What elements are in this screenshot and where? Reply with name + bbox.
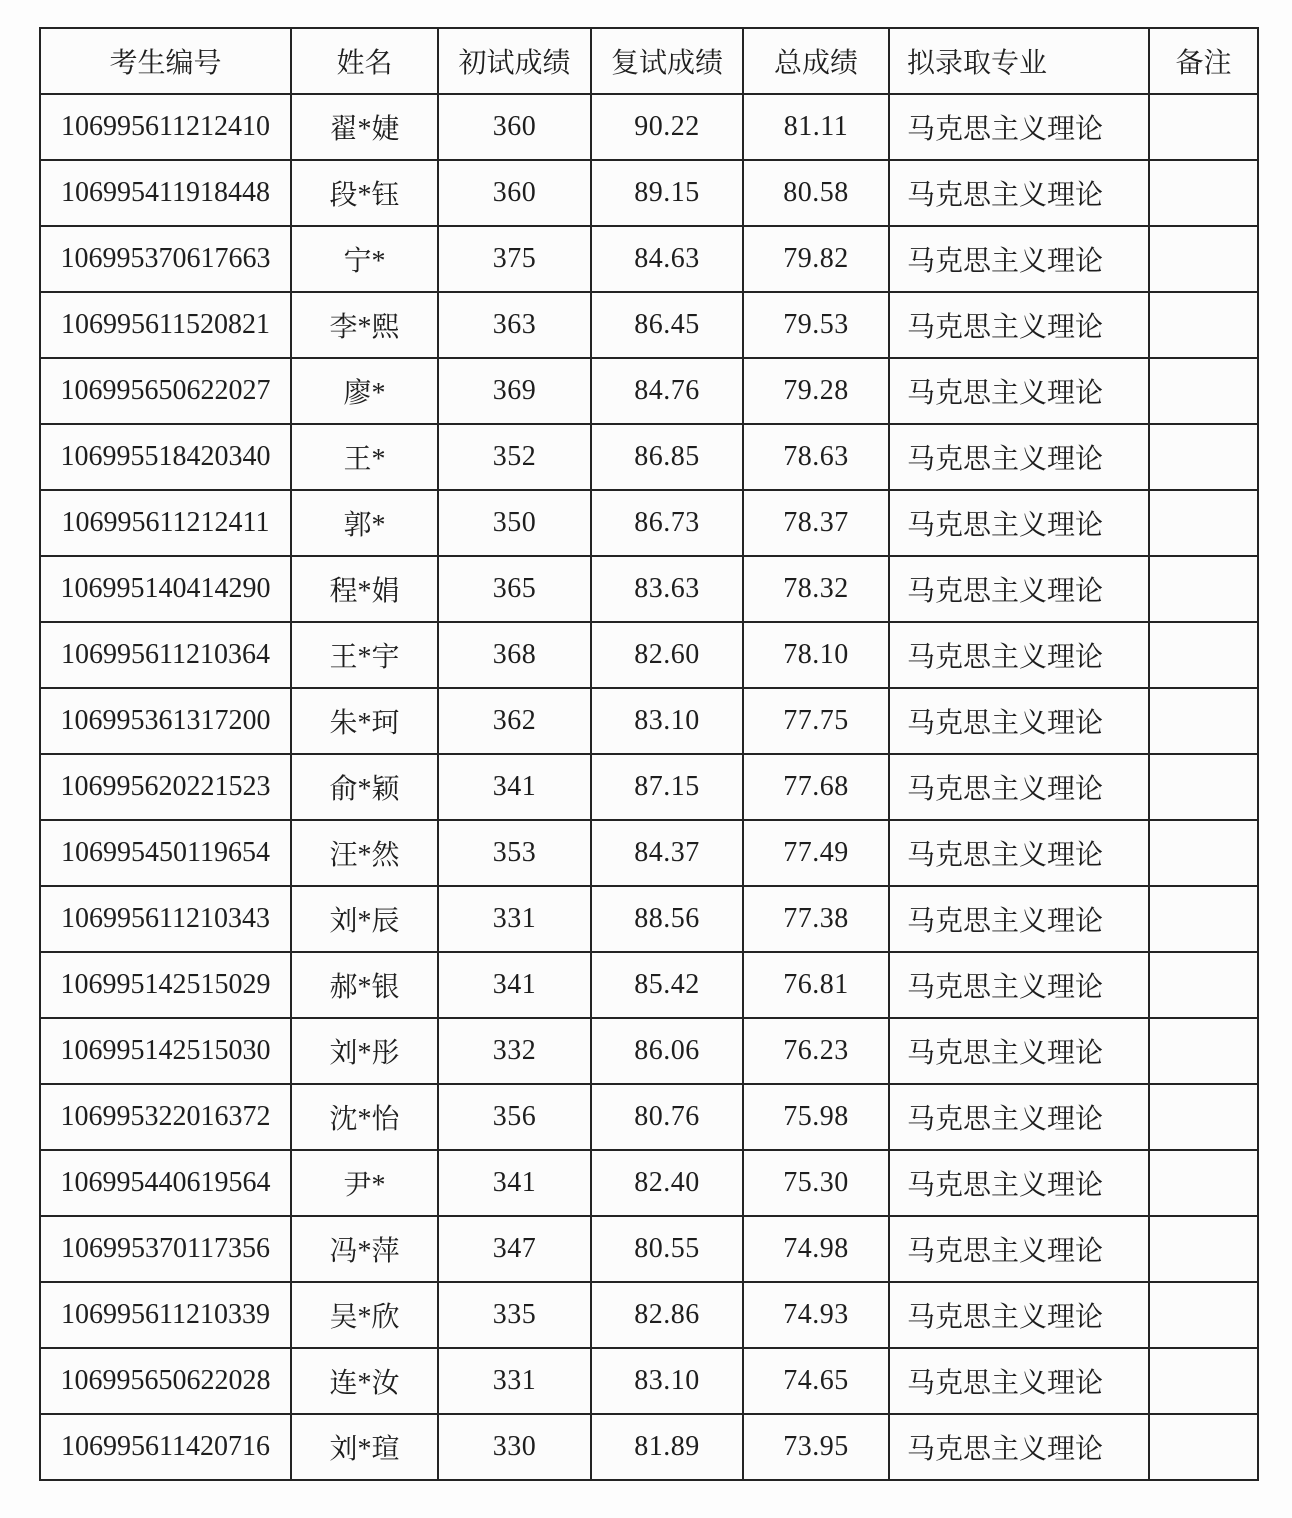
cell-retest_score: 86.06 <box>591 1018 743 1084</box>
column-header-candidate_id: 考生编号 <box>40 28 291 94</box>
table-row <box>40 688 1258 754</box>
cell-candidate_id: 106995450119654 <box>40 820 291 886</box>
cell-major: 马克思主义理论 <box>889 1018 1149 1084</box>
cell-initial_score: 356 <box>438 1084 591 1150</box>
cell-name: 刘*瑄 <box>291 1414 438 1480</box>
cell-major: 马克思主义理论 <box>889 1414 1149 1480</box>
cell-remark <box>1149 622 1258 688</box>
cell-remark <box>1149 292 1258 358</box>
cell-total_score: 81.11 <box>743 94 889 160</box>
cell-candidate_id: 106995411918448 <box>40 160 291 226</box>
cell-major: 马克思主义理论 <box>889 226 1149 292</box>
cell-name: 刘*辰 <box>291 886 438 952</box>
table-row <box>40 358 1258 424</box>
cell-total_score: 79.53 <box>743 292 889 358</box>
cell-name: 连*汝 <box>291 1348 438 1414</box>
cell-initial_score: 331 <box>438 1348 591 1414</box>
cell-name: 段*钰 <box>291 160 438 226</box>
cell-major: 马克思主义理论 <box>889 1216 1149 1282</box>
table-row <box>40 94 1258 160</box>
cell-remark <box>1149 490 1258 556</box>
cell-retest_score: 83.10 <box>591 1348 743 1414</box>
cell-remark <box>1149 886 1258 952</box>
cell-candidate_id: 106995620221523 <box>40 754 291 820</box>
table-row <box>40 1414 1258 1480</box>
cell-major: 马克思主义理论 <box>889 1150 1149 1216</box>
cell-name: 朱*珂 <box>291 688 438 754</box>
cell-initial_score: 352 <box>438 424 591 490</box>
column-header-initial_score: 初试成绩 <box>438 28 591 94</box>
cell-total_score: 73.95 <box>743 1414 889 1480</box>
cell-candidate_id: 106995650622027 <box>40 358 291 424</box>
cell-name: 吴*欣 <box>291 1282 438 1348</box>
table-row <box>40 1216 1258 1282</box>
table-body <box>40 94 1258 1480</box>
cell-major: 马克思主义理论 <box>889 952 1149 1018</box>
table-row <box>40 886 1258 952</box>
cell-initial_score: 360 <box>438 94 591 160</box>
cell-remark <box>1149 1414 1258 1480</box>
cell-retest_score: 82.40 <box>591 1150 743 1216</box>
cell-initial_score: 341 <box>438 952 591 1018</box>
cell-initial_score: 360 <box>438 160 591 226</box>
table-row <box>40 820 1258 886</box>
table-row <box>40 1348 1258 1414</box>
cell-retest_score: 89.15 <box>591 160 743 226</box>
cell-total_score: 77.49 <box>743 820 889 886</box>
cell-remark <box>1149 688 1258 754</box>
cell-total_score: 74.93 <box>743 1282 889 1348</box>
cell-remark <box>1149 556 1258 622</box>
cell-total_score: 76.23 <box>743 1018 889 1084</box>
cell-remark <box>1149 424 1258 490</box>
cell-total_score: 78.63 <box>743 424 889 490</box>
cell-candidate_id: 106995370617663 <box>40 226 291 292</box>
cell-total_score: 78.32 <box>743 556 889 622</box>
cell-initial_score: 362 <box>438 688 591 754</box>
cell-major: 马克思主义理论 <box>889 820 1149 886</box>
column-header-remark: 备注 <box>1149 28 1258 94</box>
cell-candidate_id: 106995611420716 <box>40 1414 291 1480</box>
cell-candidate_id: 106995611210339 <box>40 1282 291 1348</box>
cell-candidate_id: 106995140414290 <box>40 556 291 622</box>
cell-total_score: 74.65 <box>743 1348 889 1414</box>
cell-name: 李*熙 <box>291 292 438 358</box>
cell-retest_score: 85.42 <box>591 952 743 1018</box>
cell-candidate_id: 106995370117356 <box>40 1216 291 1282</box>
cell-major: 马克思主义理论 <box>889 358 1149 424</box>
cell-initial_score: 330 <box>438 1414 591 1480</box>
column-header-major: 拟录取专业 <box>889 28 1149 94</box>
cell-candidate_id: 106995142515030 <box>40 1018 291 1084</box>
cell-retest_score: 84.37 <box>591 820 743 886</box>
table-row <box>40 622 1258 688</box>
cell-remark <box>1149 1216 1258 1282</box>
cell-retest_score: 86.45 <box>591 292 743 358</box>
cell-remark <box>1149 754 1258 820</box>
table-row <box>40 424 1258 490</box>
cell-initial_score: 365 <box>438 556 591 622</box>
cell-remark <box>1149 1282 1258 1348</box>
cell-major: 马克思主义理论 <box>889 1348 1149 1414</box>
column-header-name: 姓名 <box>291 28 438 94</box>
cell-initial_score: 375 <box>438 226 591 292</box>
cell-initial_score: 363 <box>438 292 591 358</box>
cell-name: 王*宇 <box>291 622 438 688</box>
cell-name: 程*娟 <box>291 556 438 622</box>
cell-initial_score: 369 <box>438 358 591 424</box>
cell-initial_score: 353 <box>438 820 591 886</box>
cell-retest_score: 88.56 <box>591 886 743 952</box>
cell-major: 马克思主义理论 <box>889 490 1149 556</box>
table-row <box>40 292 1258 358</box>
cell-initial_score: 350 <box>438 490 591 556</box>
table-row <box>40 1150 1258 1216</box>
cell-retest_score: 81.89 <box>591 1414 743 1480</box>
cell-total_score: 80.58 <box>743 160 889 226</box>
cell-candidate_id: 106995361317200 <box>40 688 291 754</box>
table-row <box>40 1282 1258 1348</box>
table-row <box>40 490 1258 556</box>
cell-major: 马克思主义理论 <box>889 94 1149 160</box>
cell-total_score: 79.28 <box>743 358 889 424</box>
column-header-retest_score: 复试成绩 <box>591 28 743 94</box>
cell-retest_score: 87.15 <box>591 754 743 820</box>
cell-total_score: 75.98 <box>743 1084 889 1150</box>
cell-total_score: 77.68 <box>743 754 889 820</box>
cell-retest_score: 84.63 <box>591 226 743 292</box>
cell-major: 马克思主义理论 <box>889 556 1149 622</box>
cell-name: 汪*然 <box>291 820 438 886</box>
cell-retest_score: 83.63 <box>591 556 743 622</box>
cell-candidate_id: 106995650622028 <box>40 1348 291 1414</box>
cell-major: 马克思主义理论 <box>889 688 1149 754</box>
cell-total_score: 78.10 <box>743 622 889 688</box>
cell-name: 宁* <box>291 226 438 292</box>
cell-candidate_id: 106995142515029 <box>40 952 291 1018</box>
cell-retest_score: 86.85 <box>591 424 743 490</box>
cell-total_score: 78.37 <box>743 490 889 556</box>
cell-retest_score: 84.76 <box>591 358 743 424</box>
cell-total_score: 75.30 <box>743 1150 889 1216</box>
cell-total_score: 76.81 <box>743 952 889 1018</box>
cell-candidate_id: 106995611520821 <box>40 292 291 358</box>
cell-total_score: 77.75 <box>743 688 889 754</box>
cell-name: 刘*彤 <box>291 1018 438 1084</box>
cell-retest_score: 90.22 <box>591 94 743 160</box>
cell-retest_score: 80.76 <box>591 1084 743 1150</box>
cell-initial_score: 341 <box>438 754 591 820</box>
cell-initial_score: 347 <box>438 1216 591 1282</box>
cell-candidate_id: 106995440619564 <box>40 1150 291 1216</box>
cell-candidate_id: 106995611212410 <box>40 94 291 160</box>
cell-candidate_id: 106995611210343 <box>40 886 291 952</box>
cell-name: 沈*怡 <box>291 1084 438 1150</box>
cell-retest_score: 82.86 <box>591 1282 743 1348</box>
cell-major: 马克思主义理论 <box>889 1084 1149 1150</box>
cell-initial_score: 368 <box>438 622 591 688</box>
cell-name: 郝*银 <box>291 952 438 1018</box>
table-row <box>40 226 1258 292</box>
cell-total_score: 77.38 <box>743 886 889 952</box>
cell-remark <box>1149 1150 1258 1216</box>
cell-retest_score: 86.73 <box>591 490 743 556</box>
cell-initial_score: 331 <box>438 886 591 952</box>
table-row <box>40 1018 1258 1084</box>
cell-retest_score: 83.10 <box>591 688 743 754</box>
cell-total_score: 79.82 <box>743 226 889 292</box>
cell-candidate_id: 106995322016372 <box>40 1084 291 1150</box>
cell-name: 郭* <box>291 490 438 556</box>
cell-initial_score: 335 <box>438 1282 591 1348</box>
cell-name: 冯*萍 <box>291 1216 438 1282</box>
admission-table <box>39 27 1259 1481</box>
cell-initial_score: 341 <box>438 1150 591 1216</box>
table-row <box>40 952 1258 1018</box>
table-row <box>40 1084 1258 1150</box>
cell-major: 马克思主义理论 <box>889 622 1149 688</box>
table-row <box>40 556 1258 622</box>
cell-remark <box>1149 1348 1258 1414</box>
cell-major: 马克思主义理论 <box>889 754 1149 820</box>
header-row <box>40 28 1258 94</box>
table-row <box>40 754 1258 820</box>
cell-candidate_id: 106995518420340 <box>40 424 291 490</box>
cell-total_score: 74.98 <box>743 1216 889 1282</box>
cell-remark <box>1149 1018 1258 1084</box>
cell-initial_score: 332 <box>438 1018 591 1084</box>
cell-retest_score: 82.60 <box>591 622 743 688</box>
column-header-total_score: 总成绩 <box>743 28 889 94</box>
table-row <box>40 160 1258 226</box>
cell-candidate_id: 106995611210364 <box>40 622 291 688</box>
cell-candidate_id: 106995611212411 <box>40 490 291 556</box>
cell-major: 马克思主义理论 <box>889 160 1149 226</box>
cell-name: 王* <box>291 424 438 490</box>
cell-major: 马克思主义理论 <box>889 292 1149 358</box>
cell-name: 廖* <box>291 358 438 424</box>
cell-remark <box>1149 952 1258 1018</box>
cell-remark <box>1149 358 1258 424</box>
cell-name: 尹* <box>291 1150 438 1216</box>
cell-remark <box>1149 1084 1258 1150</box>
cell-remark <box>1149 820 1258 886</box>
cell-name: 俞*颖 <box>291 754 438 820</box>
cell-remark <box>1149 94 1258 160</box>
cell-major: 马克思主义理论 <box>889 1282 1149 1348</box>
cell-major: 马克思主义理论 <box>889 424 1149 490</box>
cell-name: 翟*婕 <box>291 94 438 160</box>
cell-remark <box>1149 160 1258 226</box>
cell-remark <box>1149 226 1258 292</box>
cell-retest_score: 80.55 <box>591 1216 743 1282</box>
cell-major: 马克思主义理论 <box>889 886 1149 952</box>
